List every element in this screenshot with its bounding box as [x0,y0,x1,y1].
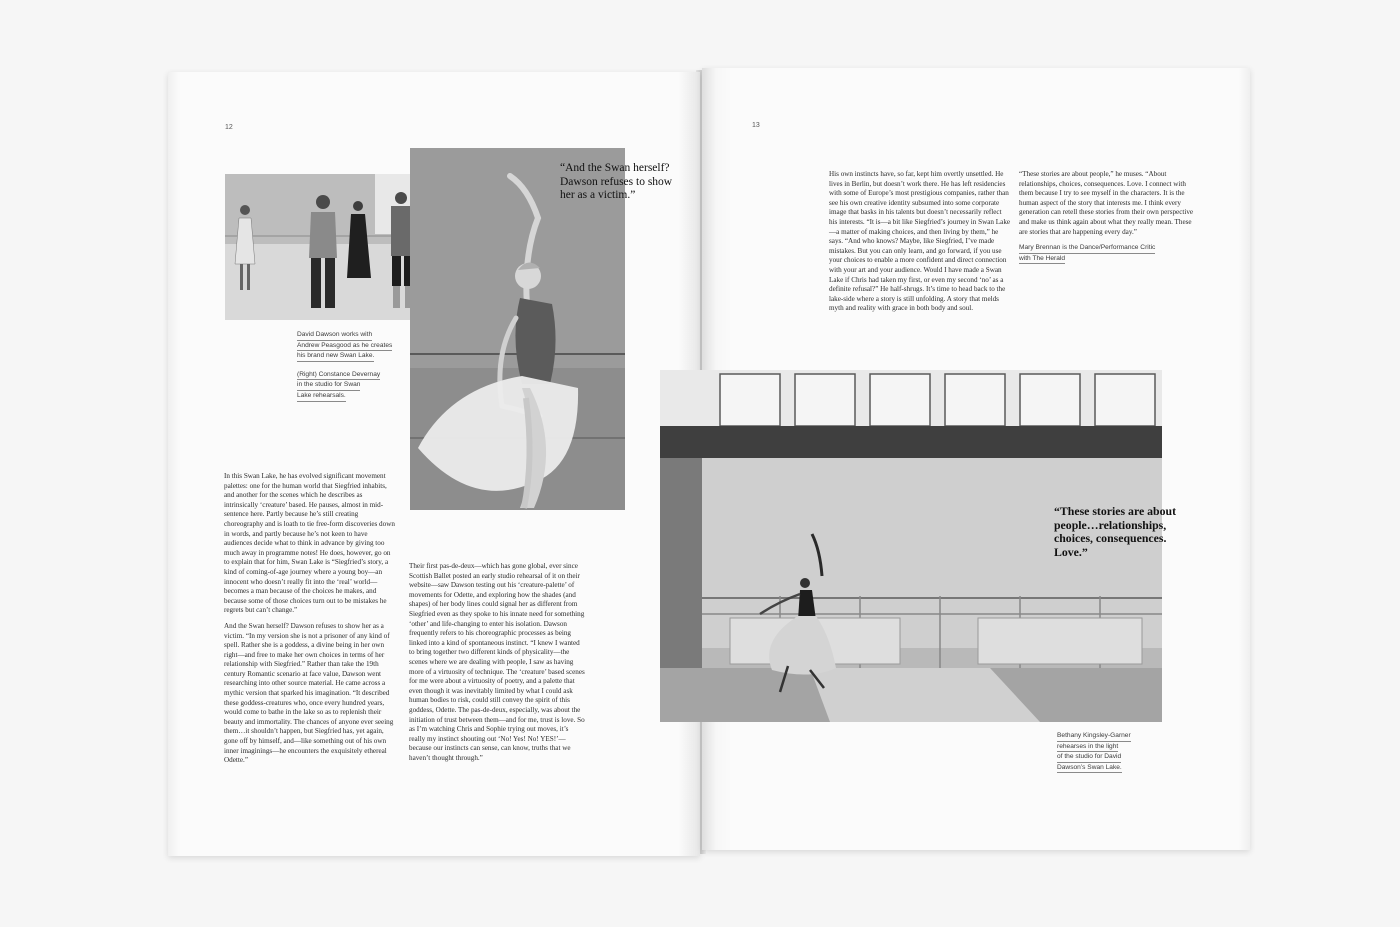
page-number: 13 [752,122,760,129]
author-credit [1019,243,1202,264]
pull-quote: “And the Swan herself? Dawson refuses to show her as a victim.” [560,162,673,201]
photo-caption [1057,731,1157,773]
pull-quote: “These stories are about people…relationships, choices, consequences. Love.” [1054,504,1177,559]
credit-line: with The Herald [1019,254,1065,265]
paragraph: His own instincts have, so far, kept him overtly unsettled. He lives in Berlin, but doesn’t work there. He has left residencies with some of Europe’s most prestigious companies, rather than see his own creative identity subsumed into some corporate image that basks in his talents but doesn’t necessarily reflect his interests. “It is—a bit like Siegfried’s journey in Swan Lake—a matter of making choices, and then living by them,” he says. “And who knows? Maybe, like Siegfried, I’ve made mistakes. But you can only learn, and go forward, if you use your choices to enable a more confident and direct connection with your art and your audience. Would I have made a Swan Lake if Chris had taken my first, or even my second ‘no’ as a definite refusal?” He half-shrugs. It’s time to head back to the lake-side where a story is still unfolding. A story that melds myth and reality with grace in both body and soul. [829,170,1011,313]
right-page [702,68,1250,850]
paragraph: “These stories are about people,” he muses. “About relationships, choices, consequences. Love. I connect with them because I try to see myself in the characters. It is the human aspect of the story that interests me. I think every generation can retell these stories from their own perspective and make us think again about what they really mean. These are stories that are happening every day.” [1019,170,1194,236]
article-column-2 [1019,170,1202,264]
page-number: 12 [225,124,233,131]
article-column-1 [224,472,396,772]
caption-line: Lake rehearsals. [297,391,346,402]
caption-line: Andrew Peasgood as he creates [297,341,392,352]
caption-line: of the studio for David [1057,752,1121,763]
caption-line: Dawson’s Swan Lake. [1057,763,1122,774]
left-page [168,72,700,856]
credit-line: Mary Brennan is the Dance/Performance Critic [1019,243,1155,254]
paragraph: Their first pas-de-deux—which has gone global, ever since Scottish Ballet posted an early studio rehearsal of it on their website—saw Dawson testing out his ‘creature-palette’ of movements for Odette, and exploring how the shades (and shapes) of her body lines could signal her as different from Siegfried even as they spoke to his innate need for something ‘other’ and life-changing to enter his isolation. Dawson frequently refers to his choreographic processes as being linked into a kind of spontaneous instinct. “I knew I wanted to bring together two different kinds of physicality—the scenes where we are dealing with people, I saw as having more of a virtuosity of technique. The ‘creature’ based scenes for me were about a virtuosity of poetry, and a palette that even though it was inevitably limited by what I could ask human bodies to risk, could still convey the spirit of this goddess, Odette. The pas-de-deux, especially, was about the initiation of trust between them—and for me, trust is love. So as I’m watching Chris and Sophie trying out moves, it’s really my instinct shouting out ‘No! Yes! No! YES!’—because our instincts can sense, can know, truths that we haven’t thought through.” [409,562,585,762]
caption-line: David Dawson works with [297,330,372,341]
caption-line: rehearses in the light [1057,742,1118,753]
paragraph: And the Swan herself? Dawson refuses to show her as a victim. “In my version she is not a prisoner of any kind of spell. Rather she is a goddess, a divine being in her own right—and free to make her own choices in terms of her relationship with Siegfried.” Rather than take the 19th century Romantic scenario at face value, Dawson went researching into other source material. He came across a mythic version that sparked his imagination. “It described these goddess-creatures who, once every hundred years, would come to bathe in the lake so as to replenish their beauty and immortality. The chances of anyone ever seeing them…it shouldn’t happen, but Siegfried has, yet again, gone off by himself, and—like something out of his own inner imaginings—he encounters the exquisitely ethereal Odette.” [224,621,394,765]
photo-caption [297,330,407,402]
caption-line: (Right) Constance Devernay [297,370,380,381]
caption-line: his brand new Swan Lake. [297,351,374,362]
article-column-1 [829,170,1011,320]
paragraph: In this Swan Lake, he has evolved significant movement palettes: one for the human world that Siegfried inhabits, and another for the scenes which he describes as intrinsically ‘creature’ based. He pauses, almost in mid-sentence here. Partly because he’s still creating choreography and is loath to tie free-form discoveries down in words, and partly because he’s not keen to have audiences decide what to think in advance by giving too much away in programme notes! He does, however, go on to explain that for him, Swan Lake is “Siegfried’s story, a kind of coming-of-age journey where a young boy—an innocent who doesn’t really fit into the ‘real’ world—becomes a man because of the choices he makes, and because some of those choices turn out to be mistakes he regrets but can’t change.” [224,472,395,615]
rehearsal-photo [225,174,439,320]
caption-line: in the studio for Swan [297,380,360,391]
caption-line: Bethany Kingsley-Garner [1057,731,1131,742]
article-column-2 [409,562,585,769]
